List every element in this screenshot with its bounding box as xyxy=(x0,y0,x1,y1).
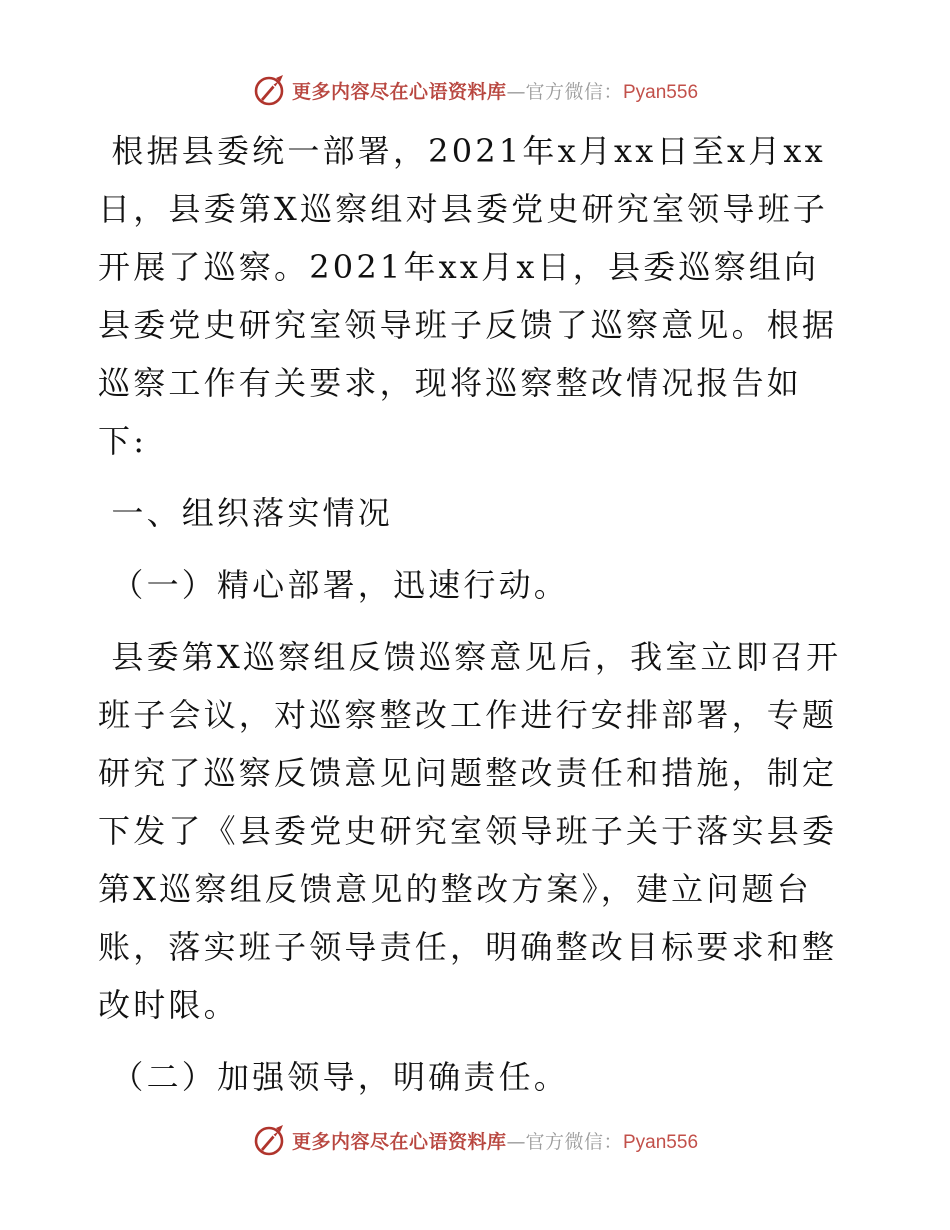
section-heading-1: 一、组织落实情况 xyxy=(98,494,393,532)
footer-watermark xyxy=(0,1118,950,1162)
intro-paragraph: 根据县委统一部署，2021年x月xx日至x月xx日，县委第X巡察组对县委党史研究室领导班子开展了巡察。2021年xx月x日，县委巡察组向县委党史研究室领导班子反馈了巡察意见。根据巡察工作有关要求，现将巡察整改情况报告如下: xyxy=(98,132,838,460)
header-watermark xyxy=(0,68,950,112)
watermark-label: 官方微信： xyxy=(525,80,623,103)
body-paragraph-1: 县委第X巡察组反馈巡察意见后，我室立即召开班子会议，对巡察整改工作进行安排部署，专题研究了巡察反馈意见问题整改责任和措施，制定下发了《县委党史研究室领导班子关于落实县委第X巡察组反馈意见的整改方案》，建立问题台账，落实班子领导责任，明确整改目标要求和整改时限。 xyxy=(98,638,842,1024)
pen-nib-logo-icon xyxy=(252,1122,288,1158)
watermark-dash: — xyxy=(506,1130,526,1153)
watermark-main-text: 更多内容尽在心语资料库 xyxy=(291,1130,507,1153)
watermark-label: 官方微信： xyxy=(525,1130,623,1153)
watermark-wechat-id: Pyan556 xyxy=(623,81,699,103)
subsection-heading-2: （二）加强领导，明确责任。 xyxy=(98,1058,569,1096)
watermark-dash: — xyxy=(506,80,526,103)
watermark-main-text: 更多内容尽在心语资料库 xyxy=(291,80,507,103)
subsection-heading-1: （一）精心部署，迅速行动。 xyxy=(98,566,569,604)
watermark-wechat-id: Pyan556 xyxy=(623,1131,699,1153)
document-body xyxy=(98,122,850,1106)
pen-nib-logo-icon xyxy=(252,72,288,108)
